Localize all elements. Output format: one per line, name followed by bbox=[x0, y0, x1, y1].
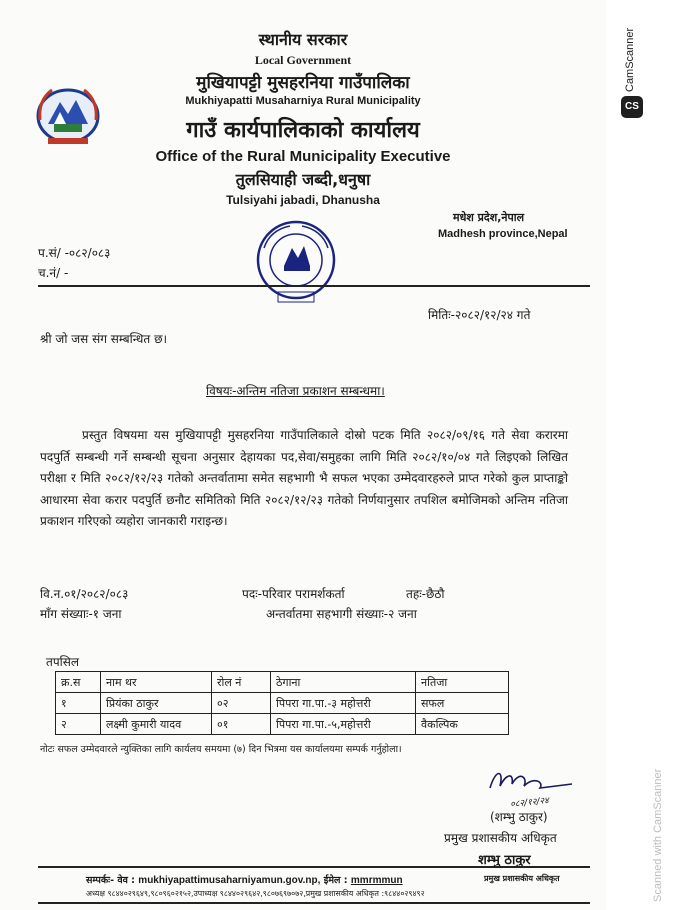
results-table bbox=[55, 671, 509, 735]
table-row bbox=[56, 714, 509, 735]
header-divider bbox=[38, 285, 590, 287]
signatory-title: प्रमुख प्रशासकीय अधिकृत bbox=[444, 831, 557, 845]
table-cell: वैकल्पिक bbox=[416, 714, 509, 735]
participants-count: अन्तर्वातमा सहभागी संख्याः-२ जना bbox=[266, 607, 417, 621]
office-name-np: गाउँ कार्यपालिकाको कार्यालय bbox=[186, 118, 420, 143]
header-cell: नतिजा bbox=[416, 672, 509, 693]
table-cell: प्रियंका ठाकुर bbox=[101, 693, 212, 714]
signatory-name: (शम्भु ठाकुर) bbox=[490, 810, 548, 824]
table-cell: १ bbox=[56, 693, 101, 714]
table-caption: तपसिल bbox=[46, 655, 80, 669]
footer-contact-line bbox=[86, 873, 403, 886]
letter-date: मितिः-२०८२/१२/२४ गते bbox=[428, 308, 531, 322]
stamp-name: शम्भु ठाकुर bbox=[478, 853, 531, 868]
footer-divider bbox=[38, 866, 590, 868]
municipality-name-np: मुखियापट्टी मुसहरनिया गाउँपालिका bbox=[196, 73, 410, 93]
post-name: पदः-परिवार परामर्शकर्ता bbox=[242, 587, 345, 601]
government-label-np: स्थानीय सरकार bbox=[258, 30, 348, 49]
camscanner-side-label: Scanned with CamScanner bbox=[652, 768, 664, 902]
table-cell: ०२ bbox=[212, 693, 271, 714]
footer-email-prefix: ईमेल : bbox=[323, 875, 348, 886]
camscanner-logo-icon: CS bbox=[621, 96, 643, 118]
address-np: तुलसियाही जब्दी,धनुषा bbox=[235, 170, 371, 189]
footer-email: mmrmmun bbox=[350, 875, 403, 886]
chalani-number: च.नं/ - bbox=[38, 266, 69, 280]
table-cell: लक्ष्मी कुमारी यादव bbox=[101, 714, 212, 735]
footer-website: mukhiyapattimusaharniyamun.gov.np, bbox=[138, 875, 321, 886]
demand-count: माँग संख्याः-१ जना bbox=[40, 607, 122, 621]
table-cell: ०१ bbox=[212, 714, 271, 735]
patra-sankhya: प.सं/ -०८२/०८३ bbox=[38, 246, 111, 260]
header-cell: ठेगाना bbox=[271, 672, 416, 693]
table-row bbox=[56, 693, 509, 714]
header-cell: क्र.स bbox=[56, 672, 101, 693]
stamp-title: प्रमुख प्रशासकीय अधिकृत bbox=[484, 874, 560, 883]
table-cell: २ bbox=[56, 714, 101, 735]
signature-mark-icon bbox=[484, 764, 576, 798]
camscanner-top-label: CamScanner bbox=[624, 27, 636, 92]
post-level: तहः-छैठौ bbox=[406, 587, 445, 601]
province-en: Madhesh province,Nepal bbox=[438, 228, 568, 240]
table-header-row bbox=[56, 672, 509, 693]
municipality-name-en: Mukhiyapatti Musaharniya Rural Municipality bbox=[185, 95, 421, 107]
body-paragraph: प्रस्तुत विषयमा यस मुखियापट्टी मुसहरनिया गाउँपालिकाले दोस्रो पटक मिति २०८२/०९/१६ गते सेवा करारमा पदपुर्ति सम्बन्धी गर्ने सम्बन्धी सूचना अनुसार देहायका पद,सेवा/समुहका लागि मिति २०८२/१०/०४ गते लिइएको लिखित परीक्षा र मिति २०८२/१२/२३ गतेको अन्तर्वातामा समेत सहभागी भै सफल भएका उम्मेदवारहरुले प्राप्त गरेको कुल प्राप्ताङ्को आधारमा सेवा करार पदपुर्ति छनौट समितिको मिति २०८२/१२/२३ गतेको निर्णयानुसार तपशिल बमोजिमको अन्तिम नतिजा प्रकाशन गरिएको व्यहोरा जानकारी गराइन्छ। bbox=[40, 428, 568, 528]
footer-bottom-divider bbox=[38, 902, 590, 904]
advertisement-number: वि.न.०१/२०८२/०८३ bbox=[40, 587, 129, 601]
table-cell: पिपरा गा.पा.-५,महोत्तरी bbox=[271, 714, 416, 735]
footer-contact-prefix: सम्पर्कः- वेव : bbox=[86, 875, 135, 886]
government-label-en: Local Government bbox=[254, 53, 352, 67]
office-name-en: Office of the Rural Municipality Executive bbox=[155, 148, 451, 165]
footer-phone-line: अध्यक्ष ९८४४०२९६४९,९८०९६०२१५२,उपाध्यक्ष ९८४४०२९६४२,९८०७६९७०७२,प्रमुख प्रशासकीय अधिकृत :९८४४०२९४९२ bbox=[86, 889, 425, 898]
table-cell: सफल bbox=[416, 693, 509, 714]
table-cell: पिपरा गा.पा.-३ महोत्तरी bbox=[271, 693, 416, 714]
province-np: मधेश प्रदेश,नेपाल bbox=[453, 211, 525, 224]
office-seal-icon bbox=[250, 218, 342, 308]
header-cell: रोल नं bbox=[212, 672, 271, 693]
header-cell: नाम थर bbox=[101, 672, 212, 693]
address-en: Tulsiyahi jabadi, Dhanusha bbox=[226, 193, 380, 207]
addressee: श्री जो जस संग सम्बन्धित छ। bbox=[40, 332, 168, 346]
subject-line: विषयः-अन्तिम नतिजा प्रकाशन सम्बन्धमा। bbox=[206, 384, 385, 398]
handwritten-date: ०८२/१२/२४ bbox=[509, 795, 550, 810]
note-text: नोटः सफल उम्मेदवारले न्युक्तिका लागि कार्यलय समयमा (७) दिन भित्रमा यस कार्यालयमा सम्पर्क गर्नुहोला। bbox=[40, 744, 402, 755]
